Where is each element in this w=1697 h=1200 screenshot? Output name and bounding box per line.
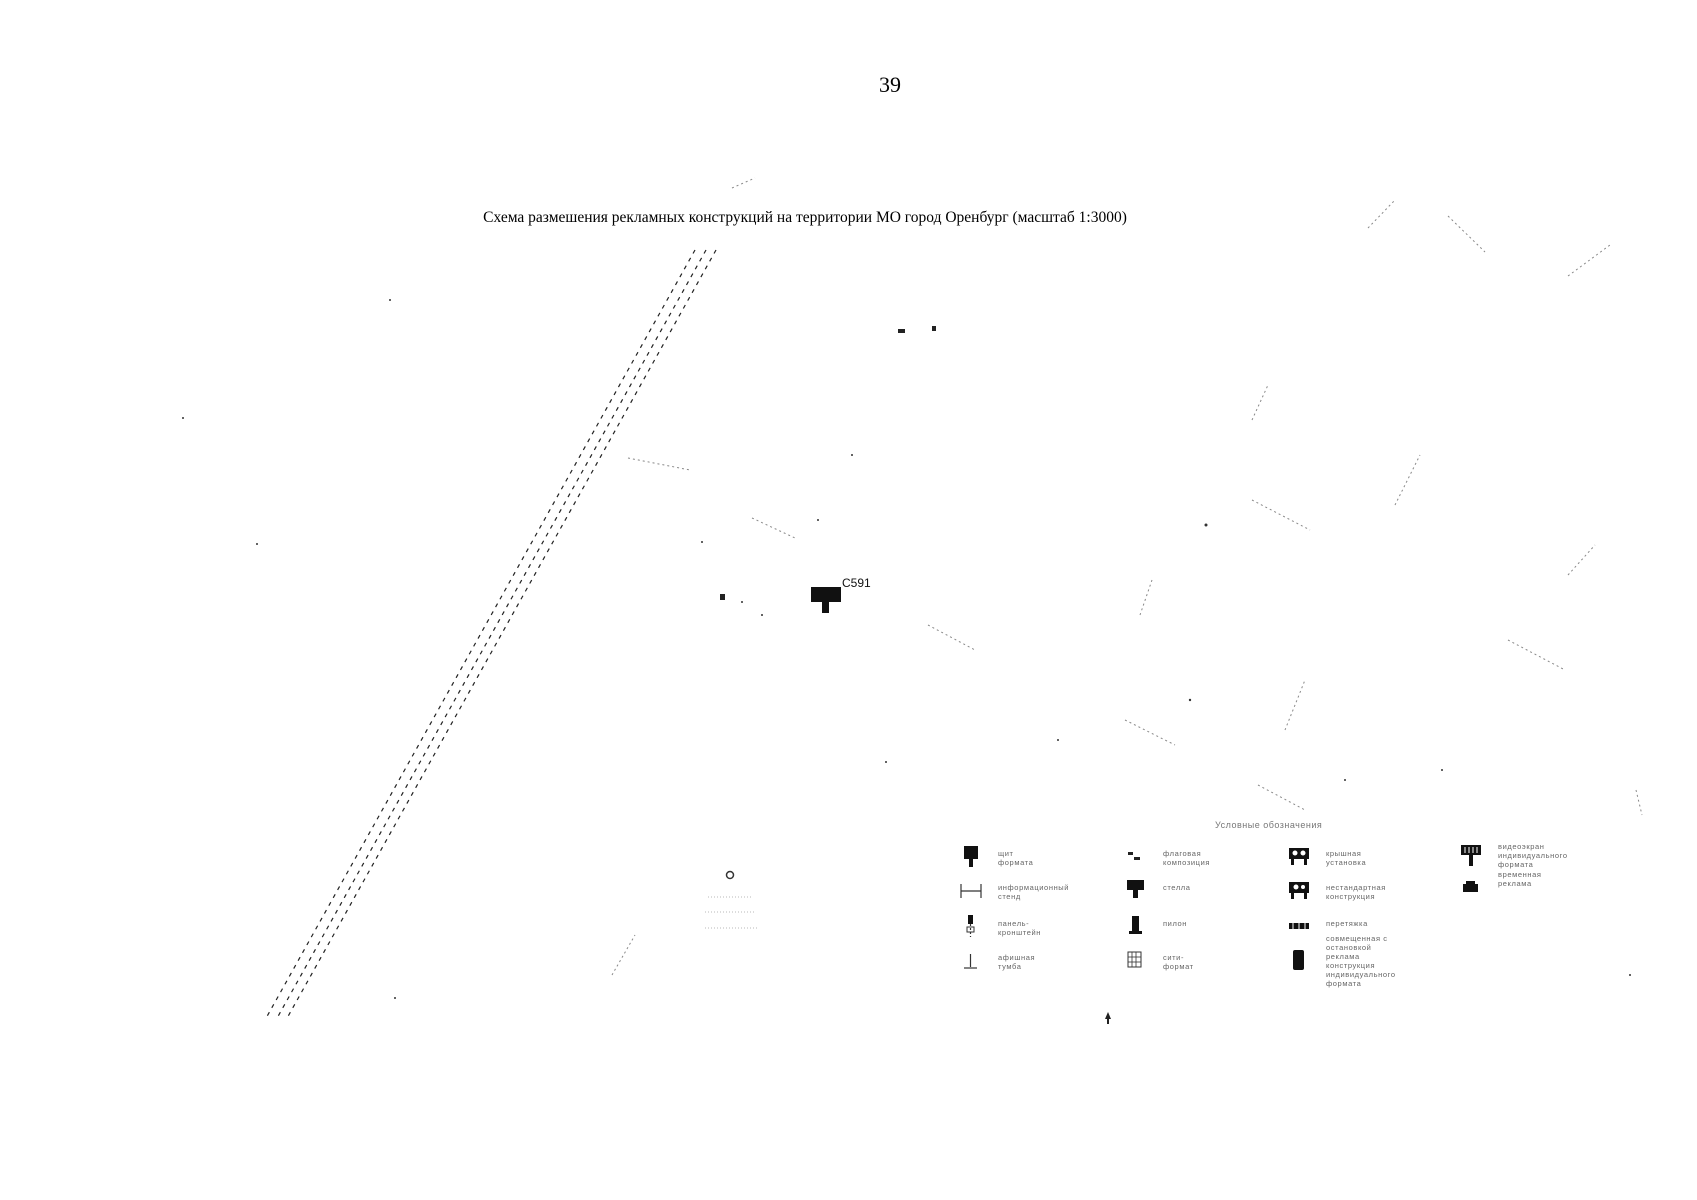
legend-label: флаговая композиция <box>1163 849 1211 867</box>
info-stand-icon <box>960 878 982 902</box>
legend-label: щит формата <box>998 849 1034 867</box>
flag-icon <box>1125 844 1147 868</box>
billboard-icon <box>960 844 982 868</box>
pylon-icon <box>1125 914 1147 938</box>
temporary-icon <box>1460 878 1482 902</box>
legend-label: видеоэкран индивидуального формата <box>1498 842 1568 869</box>
roof-icon <box>1288 844 1310 868</box>
legend-label: панель-кронштейн <box>998 919 1042 937</box>
non-standard-icon <box>1288 878 1310 902</box>
banner-icon <box>1288 914 1310 938</box>
legend-title: Условные обозначения <box>1215 820 1323 830</box>
small-symbol-icon <box>727 872 734 879</box>
railway-lines <box>265 250 716 1020</box>
stop-icon <box>1288 948 1310 972</box>
poster-stand-icon <box>960 948 982 972</box>
small-map-objects <box>720 326 936 600</box>
bracket-panel-icon <box>960 914 982 938</box>
screen-icon <box>1460 844 1482 868</box>
page-number: 39 <box>879 72 901 97</box>
map-title: Схема размешения рекламных конструкций на территории МО город Оренбург (масштаб 1:3000) <box>483 209 1127 226</box>
legend <box>960 820 1620 1000</box>
legend-label: совмещенная с остановкой реклама конструкция индивидуального формата <box>1326 934 1396 988</box>
column-icon <box>1125 948 1147 972</box>
legend-label: временная реклама <box>1498 870 1542 888</box>
faded-labels <box>705 897 758 928</box>
legend-label: пилон <box>1163 919 1188 928</box>
arrow-icon <box>1105 1012 1111 1024</box>
marker-label: С591 <box>842 576 871 590</box>
legend-label: нестандартная конструкция <box>1326 883 1386 901</box>
stella-icon <box>1125 878 1147 902</box>
billboard-marker-icon <box>811 587 841 613</box>
legend-label: стелла <box>1163 883 1191 892</box>
legend-label: крышная установка <box>1326 849 1367 867</box>
legend-label: сити-формат <box>1163 953 1194 971</box>
legend-label: афишная тумба <box>998 953 1036 971</box>
legend-label: информационный стенд <box>998 883 1070 901</box>
legend-label: перетяжка <box>1326 919 1368 928</box>
